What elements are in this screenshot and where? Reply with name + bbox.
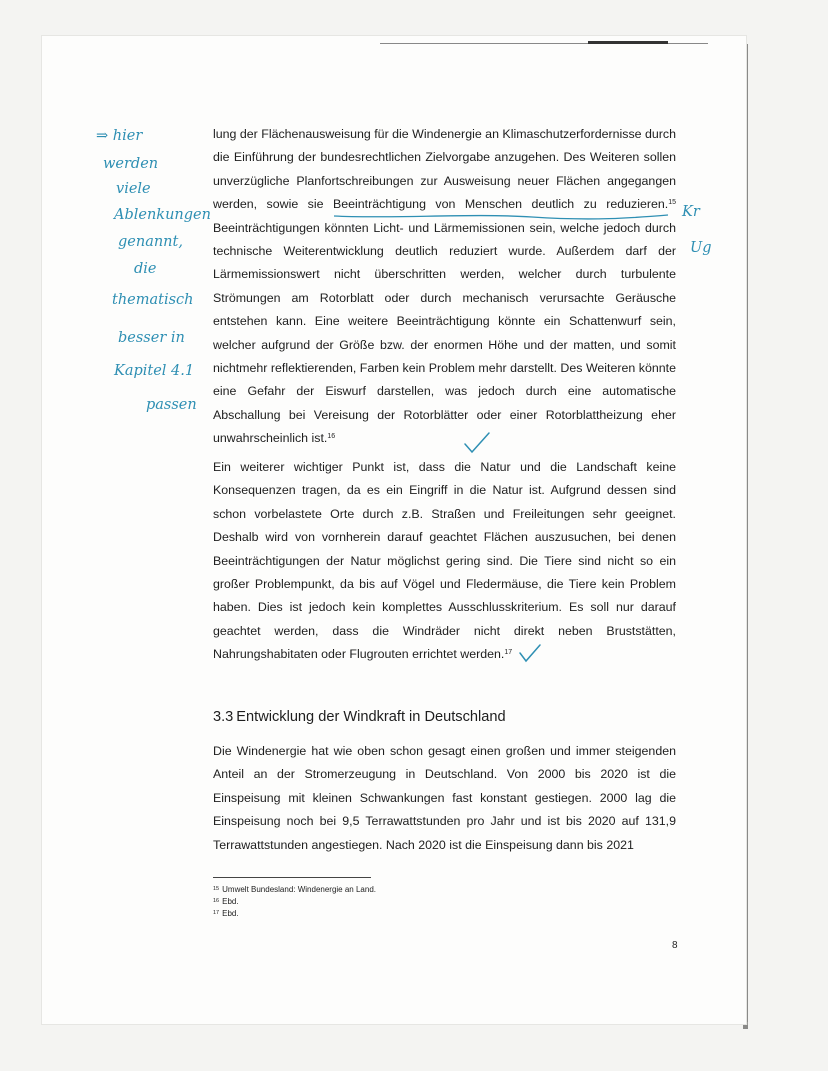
handwritten-line: viele: [116, 181, 151, 197]
check-mark-icon: [517, 642, 543, 664]
paragraph-1: [213, 123, 676, 451]
handwritten-line: die: [134, 261, 157, 277]
paragraph-1-text: lung der Flächenausweisung für die Windenergie an Klimaschutzerfordernisse durch die Einführung der bundesrechtlichen Zielvorgabe anzugehen. Des Weiteren sollen unverzügliche Planfortschreibungen zur Ausweisung neuer Flächen angegangen werden, sowie sie Beeinträchtigung von Menschen deutlich zu reduzieren.: [213, 127, 676, 212]
footnote-ref-15[interactable]: 15: [668, 199, 676, 207]
section-heading: [213, 709, 506, 725]
footnotes: [213, 884, 376, 920]
section-title: Entwicklung der Windkraft in Deutschland: [236, 709, 506, 725]
paragraph-3: [213, 740, 676, 857]
handwritten-line: thematisch: [112, 292, 194, 308]
footnote-number: 16: [213, 898, 220, 904]
handwritten-line: ⇒ hier: [96, 128, 143, 144]
handwritten-line: genannt,: [118, 234, 183, 250]
check-mark-icon: [462, 430, 492, 456]
footnote-17: [213, 908, 376, 920]
handwritten-line: passen: [146, 397, 197, 413]
paragraph-2-text: Ein weiterer wichtiger Punkt ist, dass die Natur und die Landschaft keine Konsequenzen tragen, da es ein Eingriff in die Natur ist. Aufgrund dessen sind schon vorbelastete Orte durch z.B. Straßen und Freileitungen sehr geeignet. Deshalb wird von vornherein darauf geachtet Flächen auszusuchen, bei denen Beeinträchtigungen der Natur möglichst gering sind. Die Tiere sind nicht so ein großer Problempunkt, da bis auf Vögel und Fledermäuse, die Tiere kein Problem haben. Dies ist jedoch kein komplettes Ausschlusskriterium. Es soll nur darauf geachtet werden, dass die Windräder nicht direkt neben Bruststätten, Nahrungshabitaten oder Flugrouten errichtet werden.: [213, 460, 676, 662]
handwritten-correction-mark: Kr: [682, 204, 700, 220]
footnote-number: 15: [213, 886, 220, 892]
handwritten-line: Ablenkungen: [114, 207, 211, 223]
paragraph-1-text-continued: Beeinträchtigungen könnten Licht- und Lärmemissionen sein, welche jedoch durch technische Weiterentwicklung deutlich reduziert wurde. Außerdem darf der Lärmemissionswert nicht überschritten werden, welcher durch turbulente Strömungen am Rotorblatt oder durch mechanisch verursachte Geräusche entstehen kann. Eine weitere Beeinträchtigung könnte ein Schattenwurf sein, welcher aufgrund der Größe bzw. der enormen Höhe und der matten, und somit nichtmehr reflektierenden, Farben kein Problem mehr darstellt. Des Weiteren könnte eine Gefahr der Eiswurf darstellen, was jedoch durch eine automatische Abschallung bei Vereisung der Rotorblätter oder einer Rotorblattheizung eher unwahrscheinlich ist.: [213, 220, 676, 446]
header-rule-dash: [588, 41, 668, 44]
footnote-text: Umwelt Bundesland: Windenergie an Land.: [222, 885, 376, 894]
section-number: 3.3: [213, 709, 234, 725]
footnote-ref-17[interactable]: 17: [504, 649, 513, 657]
footnote-rule: [213, 877, 371, 878]
footnote-15: [213, 884, 376, 896]
paragraph-2: [213, 456, 676, 667]
paragraph-3-text: Die Windenergie hat wie oben schon gesagt einen großen und immer steigenden Anteil an der Stromerzeugung in Deutschland. Von 2000 bis 2020 ist die Einspeisung mit kleinen Schwankungen fast konstant gestiegen. 2000 lag die Einspeisung noch bei 9,5 Terrawattstunden pro Jahr und ist bis 2020 auf 131,9 Terrawattstunden angestiegen. Nach 2020 ist die Einspeisung dann bis 2021: [213, 744, 676, 852]
footnote-16: [213, 896, 376, 908]
footnote-ref-16[interactable]: 16: [327, 433, 336, 441]
page-number: 8: [672, 940, 678, 951]
handwritten-line: werden: [103, 156, 159, 172]
handwritten-line: Kapitel 4.1: [114, 363, 195, 379]
footnote-text: Ebd.: [222, 909, 239, 918]
footnote-number: 17: [213, 910, 220, 916]
footnote-text: Ebd.: [222, 897, 239, 906]
handwritten-line: besser in: [118, 330, 185, 346]
handwritten-underline: [332, 210, 672, 222]
handwritten-correction-mark: Ug: [690, 240, 712, 256]
